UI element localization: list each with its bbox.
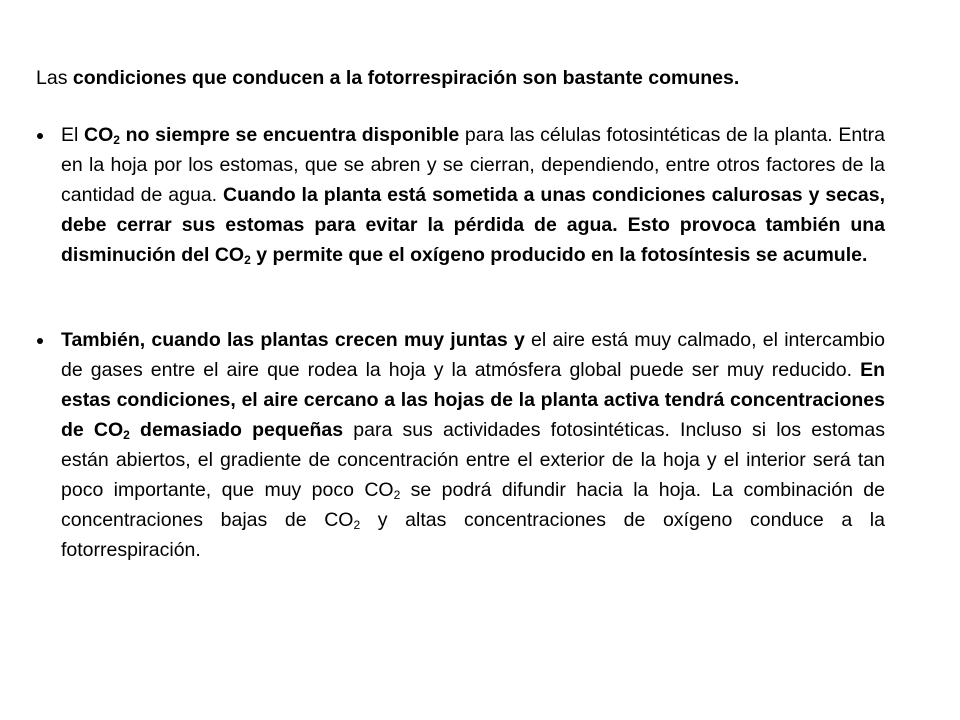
b1-co2-subscript-2: 2 (244, 253, 251, 268)
b1-text-2: para las células fotosintéticas de la planta. Entra en la hoja por los estomas, que se abren y se cierran, dependiendo, entre otros factores de la cantidad de agua. (61, 124, 885, 206)
heading-prefix: Las (36, 67, 73, 89)
bullet-dot-icon (37, 133, 43, 139)
b2-co2-subscript: 2 (123, 428, 130, 443)
b2-bold-2: En estas condiciones, el aire cercano a las hojas de la planta activa tendrá concentraciones de CO (61, 359, 885, 441)
b2-co2-subscript-3: 2 (353, 518, 361, 533)
b2-co2-subscript-2: 2 (393, 488, 401, 503)
b1-bold-2: Cuando la planta está sometida a unas condiciones calurosas y secas, debe cerrar sus estomas para evitar la pérdida de agua. Esto provoca también una disminución del CO (61, 184, 885, 266)
bullet-co2-availability (61, 120, 885, 270)
b2-text-3: se podrá difundir hacia la hoja. La combinación de concentraciones bajas de CO (61, 479, 885, 531)
b2-bold-1: También, cuando las plantas crecen muy juntas y (61, 329, 525, 351)
b1-co2: CO (84, 124, 114, 146)
b1-co2-subscript: 2 (113, 133, 120, 148)
heading-bold: condiciones que conducen a la fotorrespiración son bastante comunes. (72, 67, 740, 89)
b2-bold-3: demasiado pequeñas (129, 419, 344, 441)
slide-heading (36, 64, 916, 92)
bullet-plants-together (61, 325, 885, 565)
b2-text-4: y altas concentraciones de oxígeno conduce a la fotorrespiración. (61, 509, 885, 561)
b1-bold-1: no siempre se encuentra disponible (119, 124, 460, 146)
b2-text-1: el aire está muy calmado, el intercambio de gases entre el aire que rodea la hoja y la atmósfera global puede ser muy reducido. (61, 329, 885, 381)
b1-text-1: El (61, 124, 84, 146)
b2-text-2: para sus actividades fotosintéticas. Incluso si los estomas están abiertos, el gradiente de concentración entre el exterior de la hoja y el interior será tan poco importante, que muy poco CO (61, 419, 885, 501)
b1-bold-3: y permite que el oxígeno producido en la fotosíntesis se acumule. (250, 244, 868, 266)
bullet-dot-icon (37, 338, 43, 344)
